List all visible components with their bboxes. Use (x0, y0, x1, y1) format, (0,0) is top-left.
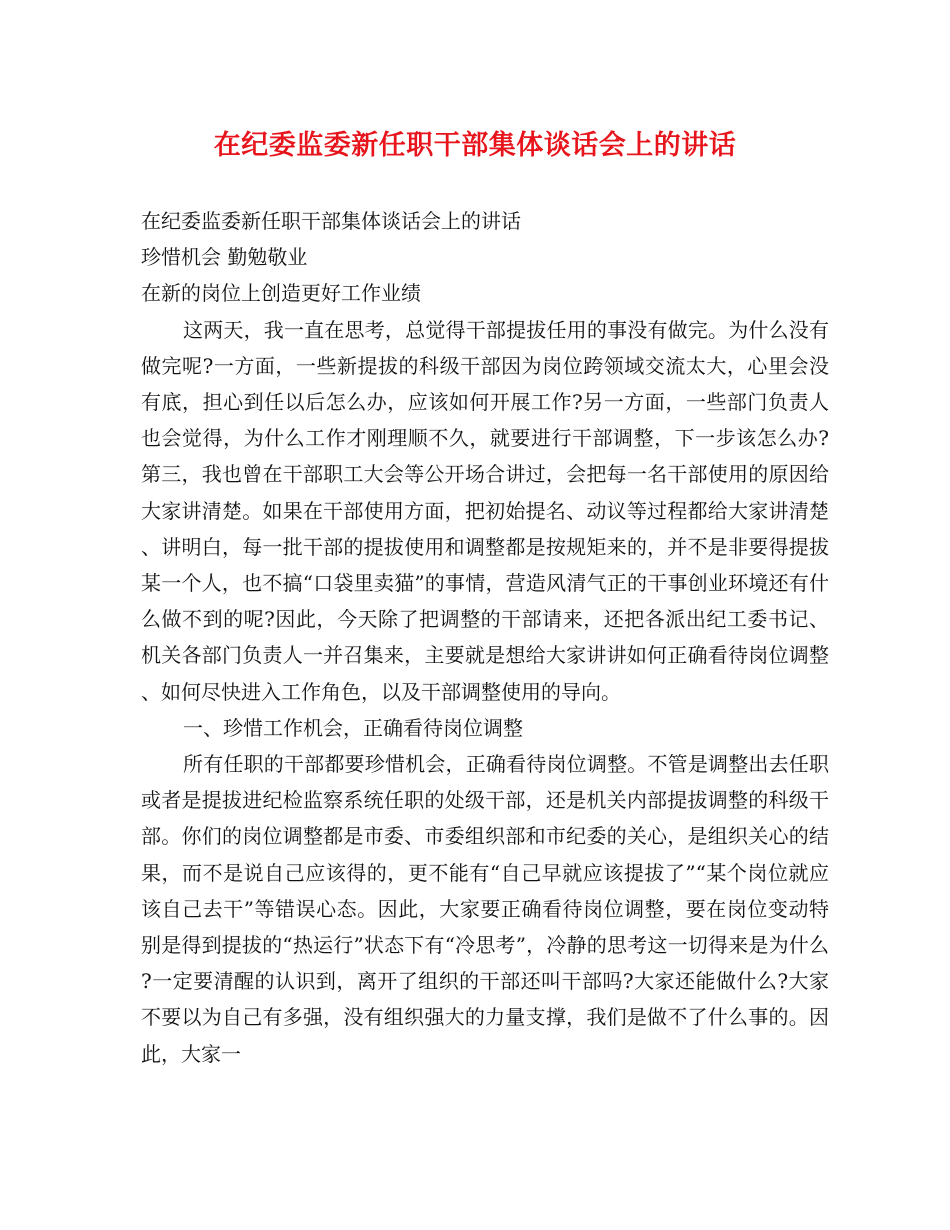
body-paragraph: 这两天，我一直在思考，总觉得干部提拔任用的事没有做完。为什么没有做完呢?一方面，一些新提拔的科级干部因为岗位跨领域交流太大，心里会没有底，担心到任以后怎么办，应该如何开展工作?另一方面，一些部门负责人也会觉得，为什么工作才刚理顺不久，就要进行干部调整，下一步该怎么办?第三，我也曾在干部职工大会等公开场合讲过，会把每一名干部使用的原因给大家讲清楚。如果在干部使用方面，把初始提名、动议等过程都给大家讲清楚、讲明白，每一批干部的提拔使用和调整都是按规矩来的，并不是非要得提拔某一个人，也不搞“口袋里卖猫”的事情，营造风清气正的干事创业环境还有什么做不到的呢?因此，今天除了把调整的干部请来，还把各派出纪工委书记、机关各部门负责人一并召集来，主要就是想给大家讲讲如何正确看待岗位调整、如何尽快进入工作角色，以及干部调整使用的导向。 (141, 317, 829, 704)
document-title: 在纪委监委新任职干部集体谈话会上的讲话 (213, 130, 737, 161)
header-line-title: 在纪委监委新任职干部集体谈话会上的讲话 (141, 209, 521, 233)
document-body (141, 203, 829, 1072)
section-heading: 一、珍惜工作机会，正确看待岗位调整 (183, 715, 523, 740)
header-line-subtitle: 在新的岗位上创造更好工作业绩 (141, 281, 421, 306)
header-line-motto: 珍惜机会 勤勉敬业 (141, 245, 308, 270)
body-paragraph: 所有任职的干部都要珍惜机会，正确看待岗位调整。不管是调整出去任职或者是提拔进纪检监察系统任职的处级干部，还是机关内部提拔调整的科级干部。你们的岗位调整都是市委、市委组织部和市纪委的关心，是组织关心的结果，而不是说自己应该得的，更不能有“自己早就应该提拔了”“某个岗位就应该自己去干”等错误心态。因此，大家要正确看待岗位调整，要在岗位变动特别是得到提拔的“热运行”状态下有“冷思考”，冷静的思考这一切得来是为什么?一定要清醒的认识到，离开了组织的干部还叫干部吗?大家还能做什么?大家不要以为自己有多强，没有组织强大的力量支撑，我们是做不了什么事的。因此，大家一 (141, 752, 829, 1066)
